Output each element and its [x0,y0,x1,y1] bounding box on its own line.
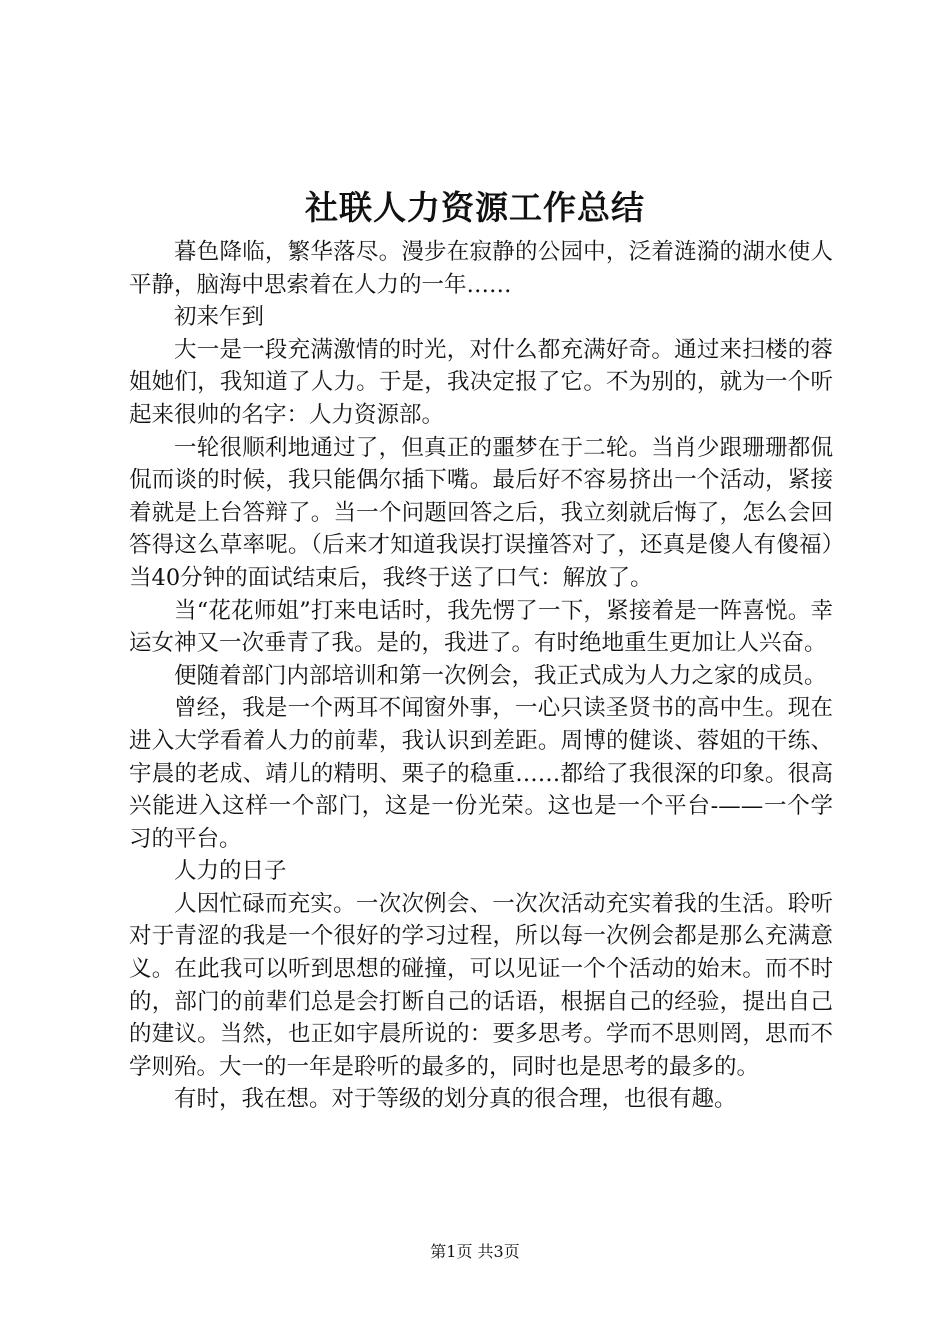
paragraph: 一轮很顺利地通过了，但真正的噩梦在于二轮。当肖少跟珊珊都侃侃而谈的时候，我只能偶尔插下嘴。最后好不容易挤出一个活动，紧接着就是上台答辩了。当一个问题回答之后，我立刻就后悔了，怎么会回答得这么草率呢。（后来才知道我误打误撞答对了，还真是傻人有傻福）当40分钟的面试结束后，我终于送了口气：解放了。 [129,434,833,591]
paragraph: 人因忙碌而充实。一次次例会、一次次活动充实着我的生活。聆听对于青涩的我是一个很好的学习过程，所以每一次例会都是那么充满意义。在此我可以听到思想的碰撞，可以见证一个个活动的始末。而不时的，部门的前辈们总是会打断自己的话语，根据自己的经验，提出自己的建议。当然，也正如宇晨所说的：要多思考。学而不思则罔，思而不学则殆。大一的一年是聆听的最多的，同时也是思考的最多的。 [129,890,833,1080]
section-heading: 人力的日子 [174,858,287,885]
paragraph: 有时，我在想。对于等级的划分真的很合理，也很有趣。 [174,1086,737,1113]
paragraph: 当“花花师姐”打来电话时，我先愣了一下，紧接着是一阵喜悦。幸运女神又一次垂青了我。是的，我进了。有时绝地重生更加让人兴奋。 [129,597,833,657]
section-heading: 初来乍到 [174,304,265,331]
paragraph: 暮色降临，繁华落尽。漫步在寂静的公园中，泛着涟漪的湖水使人平静，脑海中思索着在人力的一年…… [129,239,833,298]
paragraph: 大一是一段充满激情的时光，对什么都充满好奇。通过来扫楼的蓉姐她们，我知道了人力。于是，我决定报了它。不为别的，就为一个听起来很帅的名字：人力资源部。 [129,336,833,428]
document-body [129,236,833,1116]
paragraph: 曾经，我是一个两耳不闻窗外事，一心只读圣贤书的高中生。现在进入大学看着人力的前辈，我认识到差距。周博的健谈、蓉姐的干练、宇晨的老成、靖儿的精明、栗子的稳重……都给了我很深的印象。很高兴能进入这样一个部门，这是一份光荣。这也是一个平台-——一个学习的平台。 [129,695,833,852]
paragraph: 便随着部门内部培训和第一次例会，我正式成为人力之家的成员。 [174,662,827,689]
document-title: 社联人力资源工作总结 [305,188,645,227]
page-number-footer: 第1页 共3页 [430,1242,520,1261]
